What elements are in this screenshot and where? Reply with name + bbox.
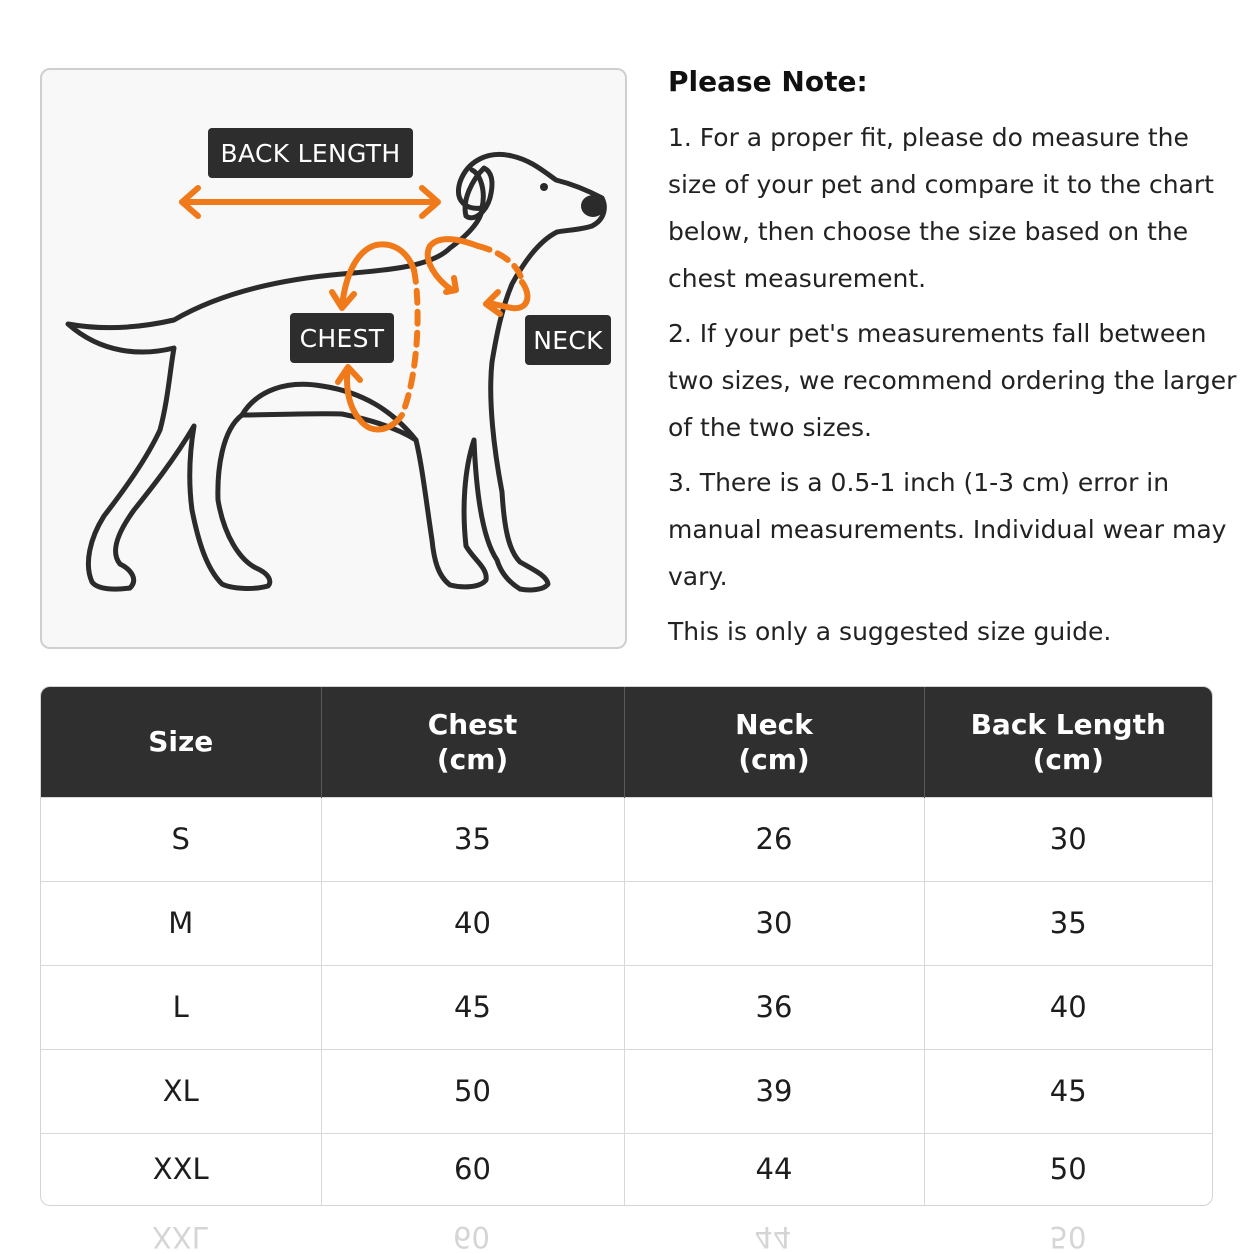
header-chest-line-1: Chest: [427, 707, 518, 741]
neck-loop-arrows: [428, 239, 528, 314]
header-back-length: [924, 687, 1212, 797]
header-chest: [321, 687, 624, 797]
cell-chest: 35: [321, 797, 624, 881]
header-neck-line-1: Neck: [735, 707, 813, 741]
header-size-line-1: Size: [148, 725, 214, 759]
dog-outline: [68, 154, 604, 589]
header-size: [41, 687, 321, 797]
cell-neck: 44: [624, 1133, 924, 1205]
back-length-arrow: [182, 188, 438, 216]
cell-size: XL: [41, 1049, 321, 1133]
back-length-label: BACK LENGTH: [208, 128, 413, 178]
table-reflection: [40, 1212, 1213, 1254]
cell-chest: 50: [321, 1049, 624, 1133]
cell-back-length: 45: [924, 1049, 1212, 1133]
cell-size: L: [41, 965, 321, 1049]
cell-back-length: 50: [924, 1133, 1212, 1205]
cell-neck: 36: [624, 965, 924, 1049]
table-row: [41, 1049, 1212, 1133]
cell-neck: 26: [624, 797, 924, 881]
size-chart-table: [40, 686, 1213, 1206]
header-chest-line-2: (cm): [436, 742, 509, 776]
notes-heading: Please Note:: [668, 65, 868, 98]
cell-size: M: [41, 881, 321, 965]
table-header-row: [41, 687, 1212, 797]
header-back-length-line-2: (cm): [1032, 742, 1104, 776]
cell-size: XXL: [41, 1133, 321, 1205]
dog-inner-lines: [242, 170, 483, 440]
dog-nose: [581, 195, 605, 217]
reflection-size: XXL: [152, 1220, 208, 1254]
note-item-3: 3. There is a 0.5-1 inch (1-3 cm) error in manual measurements. Individual wear may vary.: [668, 468, 1227, 591]
cell-chest: 60: [321, 1133, 624, 1205]
cell-neck: 30: [624, 881, 924, 965]
neck-label: NECK: [525, 315, 611, 365]
table-row: [41, 881, 1212, 965]
cell-back-length: 40: [924, 965, 1212, 1049]
header-back-length-line-1: Back Length: [970, 707, 1166, 741]
dog-eye: [540, 183, 548, 191]
header-neck-line-2: (cm): [738, 742, 810, 776]
notes-section: [668, 60, 1238, 663]
reflection-row: [40, 1212, 1213, 1254]
dog-measurement-diagram: [40, 68, 627, 649]
table-row: [41, 1133, 1212, 1205]
cell-back-length: 35: [924, 881, 1212, 965]
chest-label: CHEST: [290, 313, 394, 363]
cell-neck: 39: [624, 1049, 924, 1133]
cell-chest: 45: [321, 965, 624, 1049]
header-neck: [624, 687, 924, 797]
table-row: [41, 797, 1212, 881]
table-row: [41, 965, 1212, 1049]
cell-chest: 40: [321, 881, 624, 965]
reflection-chest: 60: [453, 1220, 490, 1254]
note-item-1: 1. For a proper fit, please do measure the size of your pet and compare it to the chart below, then choose the size based on the chest measurement.: [668, 123, 1214, 293]
note-item-2: 2. If your pet's measurements fall between two sizes, we recommend ordering the larger of the two sizes.: [668, 319, 1237, 442]
reflection-neck: 44: [754, 1220, 792, 1254]
reflection-back-length: 50: [1049, 1220, 1087, 1254]
cell-back-length: 30: [924, 797, 1212, 881]
notes-footer: This is only a suggested size guide.: [668, 617, 1112, 646]
cell-size: S: [41, 797, 321, 881]
